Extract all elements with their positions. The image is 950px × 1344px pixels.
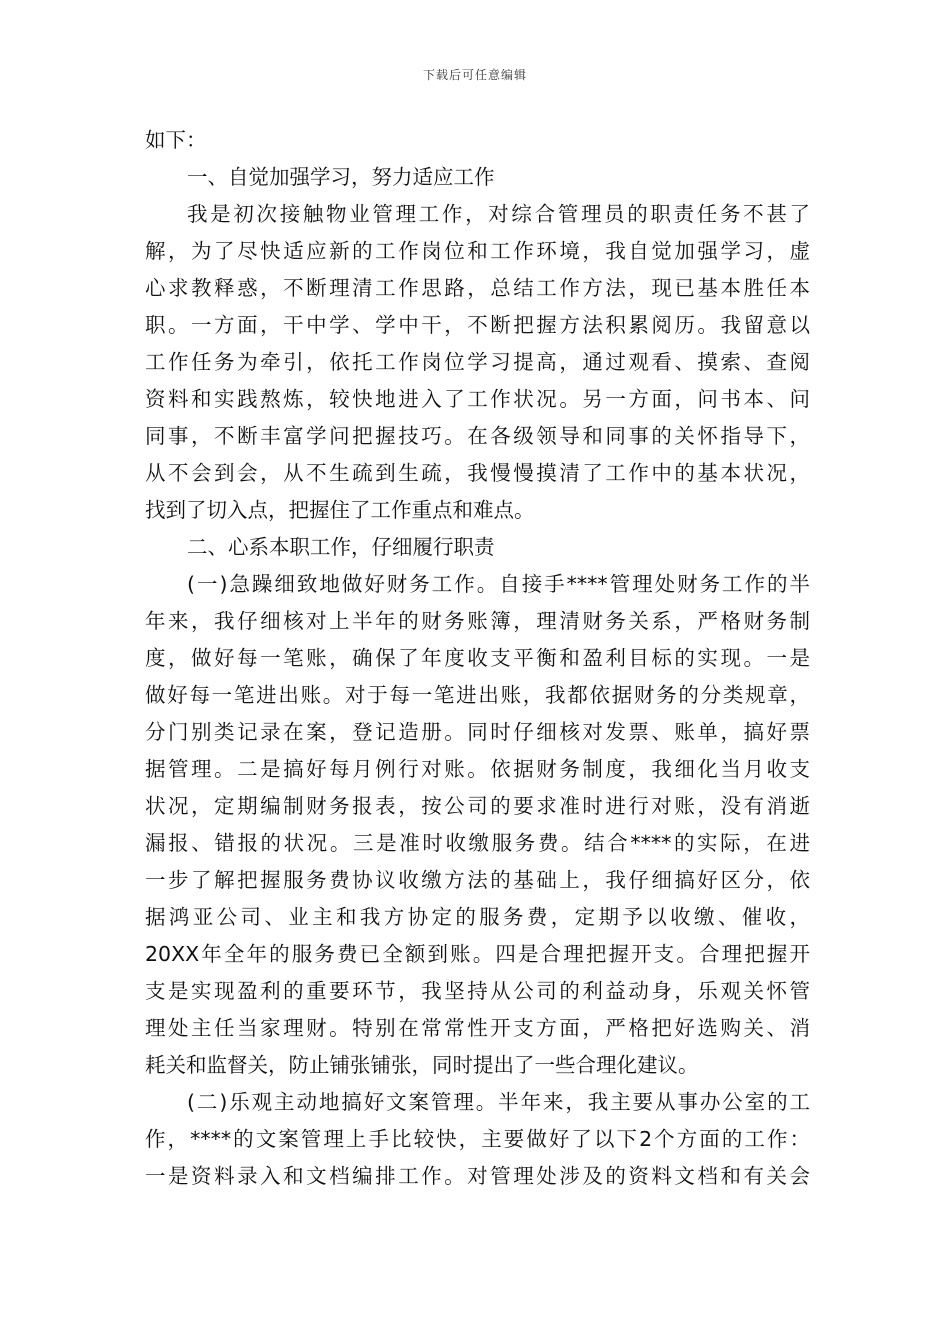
text-line: 一步了解把握服务费协议收缴方法的基础上，我仔细搞好区分，依	[145, 868, 810, 892]
text-line: 理处主任当家理财。特别在常常性开支方面，严格把好选购关、消	[145, 1016, 810, 1040]
text-line: 做好每一笔进出账。对于每一笔进出账，我都依据财务的分类规章，	[145, 683, 810, 707]
text-line: 年来，我仔细核对上半年的财务账簿，理清财务关系，严格财务制	[145, 609, 810, 633]
text-line: 耗关和监督关，防止铺张铺张，同时提出了一些合理化建议。	[145, 1053, 699, 1077]
text-line: 漏报、错报的状况。三是准时收缴服务费。结合****的实际，在进	[145, 831, 810, 855]
text-line: 据鸿亚公司、业主和我方协定的服务费，定期予以收缴、催收，	[145, 905, 810, 929]
text-line: 度，做好每一笔账，确保了年度收支平衡和盈利目标的实现。一是	[145, 646, 810, 670]
section-heading: 二、心系本职工作，仔细履行职责	[187, 535, 495, 559]
text-line: 据管理。二是搞好每月例行对账。依据财务制度，我细化当月收支	[145, 757, 810, 781]
text-line: 20XX年全年的服务费已全额到账。四是合理把握开支。合理把握开	[145, 942, 810, 966]
text-line: 支是实现盈利的重要环节，我坚持从公司的利益动身，乐观关怀管	[145, 979, 810, 1003]
text-line: 解，为了尽快适应新的工作岗位和工作环境，我自觉加强学习，虚	[145, 239, 810, 263]
text-line: 一是资料录入和文档编排工作。对管理处涉及的资料文档和有关会	[145, 1164, 810, 1188]
text-line: 从不会到会，从不生疏到生疏，我慢慢摸清了工作中的基本状况，	[145, 461, 810, 485]
text-line: (一)急躁细致地做好财务工作。自接手****管理处财务工作的半	[187, 572, 810, 596]
text-line: 状况，定期编制财务报表，按公司的要求准时进行对账，没有消逝	[145, 794, 810, 818]
page-header-note: 下载后可任意编辑	[422, 68, 527, 82]
text-line: 心求教释惑，不断理清工作思路，总结工作方法，现已基本胜任本	[145, 276, 810, 300]
text-line: 我是初次接触物业管理工作，对综合管理员的职责任务不甚了	[187, 202, 810, 226]
text-line: 如下：	[145, 128, 207, 152]
text-line: (二)乐观主动地搞好文案管理。半年来，我主要从事办公室的工	[187, 1090, 810, 1114]
text-line: 作，****的文案管理上手比较快，主要做好了以下2个方面的工作：	[145, 1127, 810, 1151]
text-line: 工作任务为牵引，依托工作岗位学习提高，通过观看、摸索、查阅	[145, 350, 810, 374]
text-line: 同事，不断丰富学问把握技巧。在各级领导和同事的关怀指导下，	[145, 424, 810, 448]
section-heading: 一、自觉加强学习，努力适应工作	[187, 165, 495, 189]
text-line: 职。一方面，干中学、学中干，不断把握方法积累阅历。我留意以	[145, 313, 810, 337]
text-line: 资料和实践熬炼，较快地进入了工作状况。另一方面，问书本、问	[145, 387, 810, 411]
document-body	[145, 122, 810, 1195]
text-line: 找到了切入点，把握住了工作重点和难点。	[145, 498, 535, 522]
text-line: 分门别类记录在案，登记造册。同时仔细核对发票、账单，搞好票	[145, 720, 810, 744]
